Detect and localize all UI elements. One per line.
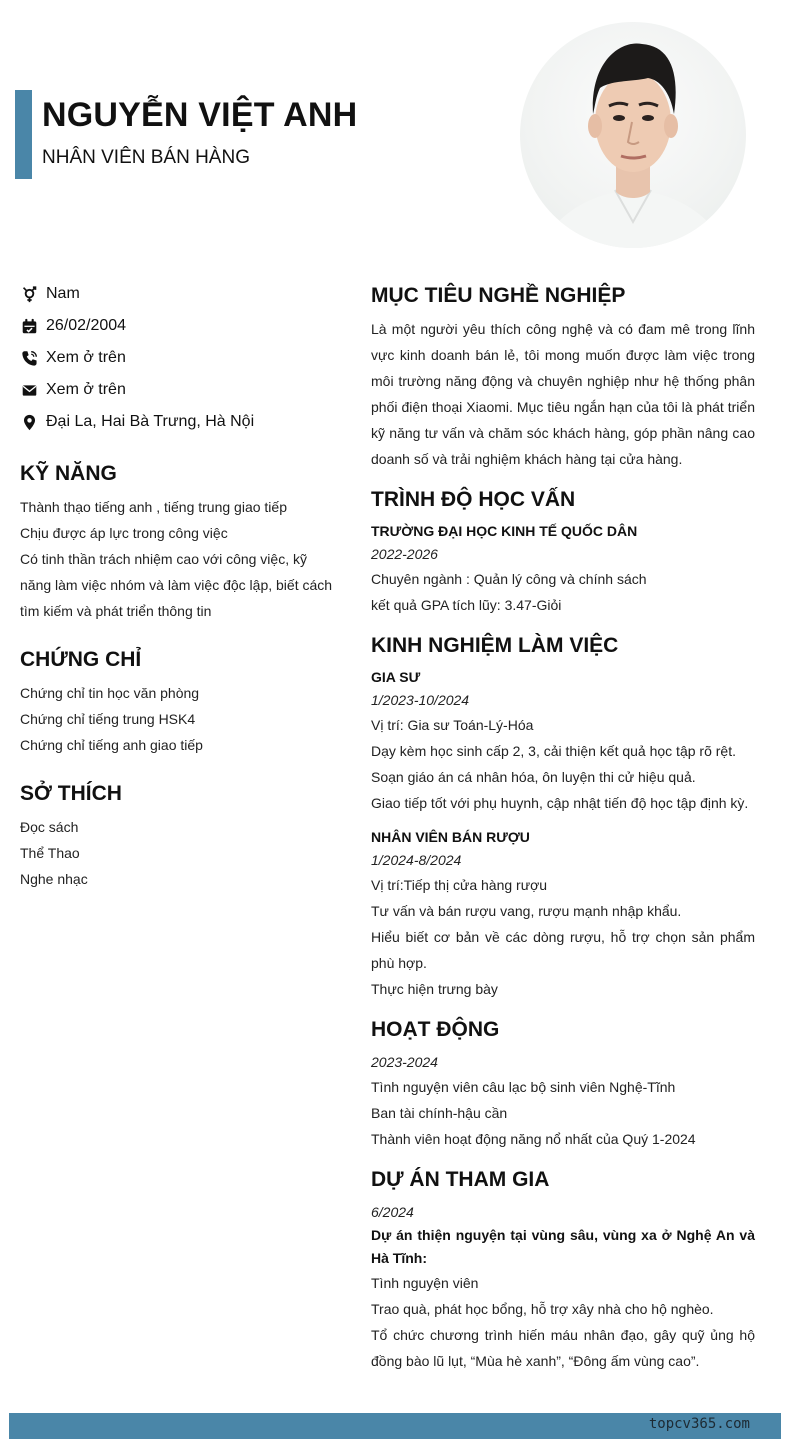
activities-section (371, 1016, 755, 1152)
experience-section (371, 632, 755, 1002)
hobby-item: Thể Thao (20, 845, 80, 861)
location-pin-icon (20, 413, 38, 431)
project-detail: Tổ chức chương trình hiến máu nhân đạo, gây quỹ ủng hộ đồng bào lũ lụt, “Mùa hè xanh”, “Đông ấm vùng cao”. (371, 1327, 755, 1369)
project-detail: Tình nguyện viên (371, 1275, 479, 1291)
contact-text: Xem ở trên (46, 381, 126, 398)
job-entry (371, 666, 755, 816)
job-detail: Tư vấn và bán rượu vang, rượu mạnh nhập khẩu. (371, 903, 682, 919)
candidate-name: NGUYỄN VIỆT ANH (42, 96, 358, 134)
activities-period: 2023-2024 (371, 1054, 438, 1070)
job-detail: Thực hiện trưng bày (371, 981, 498, 997)
hobbies-list (20, 814, 340, 892)
objective-text: Là một người yêu thích công nghệ và có đam mê trong lĩnh vực kinh doanh bán lẻ, tôi mong muốn được làm việc trong môi trường năng động và chuyên nghiệp như hệ thống phân phối điện thoại Xiaomi. Mục tiêu ngắn hạn của tôi là phát triển kỹ năng tư vấn và chăm sóc khách hàng, góp phần nâng cao doanh số và trải nghiệm khách hàng tại cửa hàng. (371, 321, 755, 467)
hobby-item: Đọc sách (20, 819, 79, 835)
job-role: GIA SƯ (371, 669, 421, 685)
calendar-icon (20, 317, 38, 335)
certificates-heading: CHỨNG CHỈ (20, 648, 142, 671)
education-heading: TRÌNH ĐỘ HỌC VẤN (371, 488, 576, 511)
project-name: Dự án thiện nguyện tại vùng sâu, vùng xa ở Nghệ An và Hà Tĩnh: (371, 1227, 755, 1266)
activities-heading: HOẠT ĐỘNG (371, 1018, 500, 1041)
project-period: 6/2024 (371, 1204, 414, 1220)
certificate-item: Chứng chỉ tin học văn phòng (20, 685, 200, 701)
contact-address (20, 406, 340, 438)
contact-email (20, 374, 340, 406)
job-period: 1/2024-8/2024 (371, 852, 462, 868)
job-detail: Dạy kèm học sinh cấp 2, 3, cải thiện kết quả học tập rõ rệt. (371, 743, 736, 759)
activity-item: Ban tài chính-hậu cần (371, 1105, 508, 1121)
skills-list (20, 494, 340, 624)
certificate-item: Chứng chỉ tiếng anh giao tiếp (20, 737, 203, 753)
left-column (20, 278, 340, 892)
experience-heading: KINH NGHIỆM LÀM VIỆC (371, 634, 619, 657)
right-column (371, 282, 755, 1388)
skill-item: Thành thạo tiếng anh , tiếng trung giao tiếp (20, 499, 287, 515)
phone-icon (20, 349, 38, 367)
certificate-item: Chứng chỉ tiếng trung HSK4 (20, 711, 196, 727)
education-detail: kết quả GPA tích lũy: 3.47-Giỏi (371, 597, 562, 613)
contact-phone (20, 342, 340, 374)
job-entry (371, 826, 755, 1002)
skill-item: Chịu được áp lực trong công việc (20, 525, 228, 541)
accent-bar (15, 90, 32, 179)
profile-photo (520, 22, 746, 248)
job-detail: Giao tiếp tốt với phụ huynh, cập nhật tiến độ học tập định kỳ. (371, 795, 749, 811)
job-detail: Soạn giáo án cá nhân hóa, ôn luyện thi cử hiệu quả. (371, 769, 696, 785)
contact-text: 26/02/2004 (46, 317, 127, 334)
education-detail: Chuyên ngành : Quản lý công và chính sách (371, 571, 647, 587)
contact-text: Nam (46, 285, 80, 302)
projects-section (371, 1166, 755, 1374)
job-detail: Vị trí:Tiếp thị cửa hàng rượu (371, 877, 548, 893)
skill-item: Có tinh thần trách nhiệm cao với công việc, kỹ năng làm việc nhóm và làm việc độc lập, biết cách tìm kiếm và phát triển thông tin (20, 551, 333, 619)
job-detail: Vị trí: Gia sư Toán-Lý-Hóa (371, 717, 534, 733)
hobby-item: Nghe nhạc (20, 871, 88, 887)
objective-section (371, 282, 755, 472)
activity-item: Thành viên hoạt động năng nổ nhất của Quý 1-2024 (371, 1131, 696, 1147)
contact-text: Đại La, Hai Bà Trưng, Hà Nội (46, 413, 255, 430)
job-detail: Hiểu biết cơ bản về các dòng rượu, hỗ trợ chọn sản phẩm phù hợp. (371, 929, 755, 971)
job-role: NHÂN VIÊN BÁN RƯỢU (371, 829, 530, 845)
education-period: 2022-2026 (371, 546, 438, 562)
certificates-list (20, 680, 340, 758)
cv-header (0, 0, 790, 260)
envelope-icon (20, 381, 38, 399)
objective-heading: MỤC TIÊU NGHỀ NGHIỆP (371, 284, 626, 307)
hobbies-heading: SỞ THÍCH (20, 782, 122, 805)
contact-text: Xem ở trên (46, 349, 126, 366)
activity-item: Tình nguyện viên câu lạc bộ sinh viên Nghệ-Tĩnh (371, 1079, 676, 1095)
footer-brand[interactable]: topcv365.com (648, 1416, 750, 1432)
project-detail: Trao quà, phát học bổng, hỗ trợ xây nhà cho hộ nghèo. (371, 1301, 714, 1317)
footer-bar (9, 1413, 781, 1439)
skills-heading: KỸ NĂNG (20, 462, 117, 485)
contact-gender (20, 278, 340, 310)
projects-heading: DỰ ÁN THAM GIA (371, 1168, 550, 1191)
gender-icon (20, 285, 38, 303)
contact-birthday (20, 310, 340, 342)
candidate-title: NHÂN VIÊN BÁN HÀNG (42, 147, 250, 168)
education-section (371, 486, 755, 618)
school-name: TRƯỜNG ĐẠI HỌC KINH TẾ QUỐC DÂN (371, 523, 638, 539)
job-period: 1/2023-10/2024 (371, 692, 470, 708)
